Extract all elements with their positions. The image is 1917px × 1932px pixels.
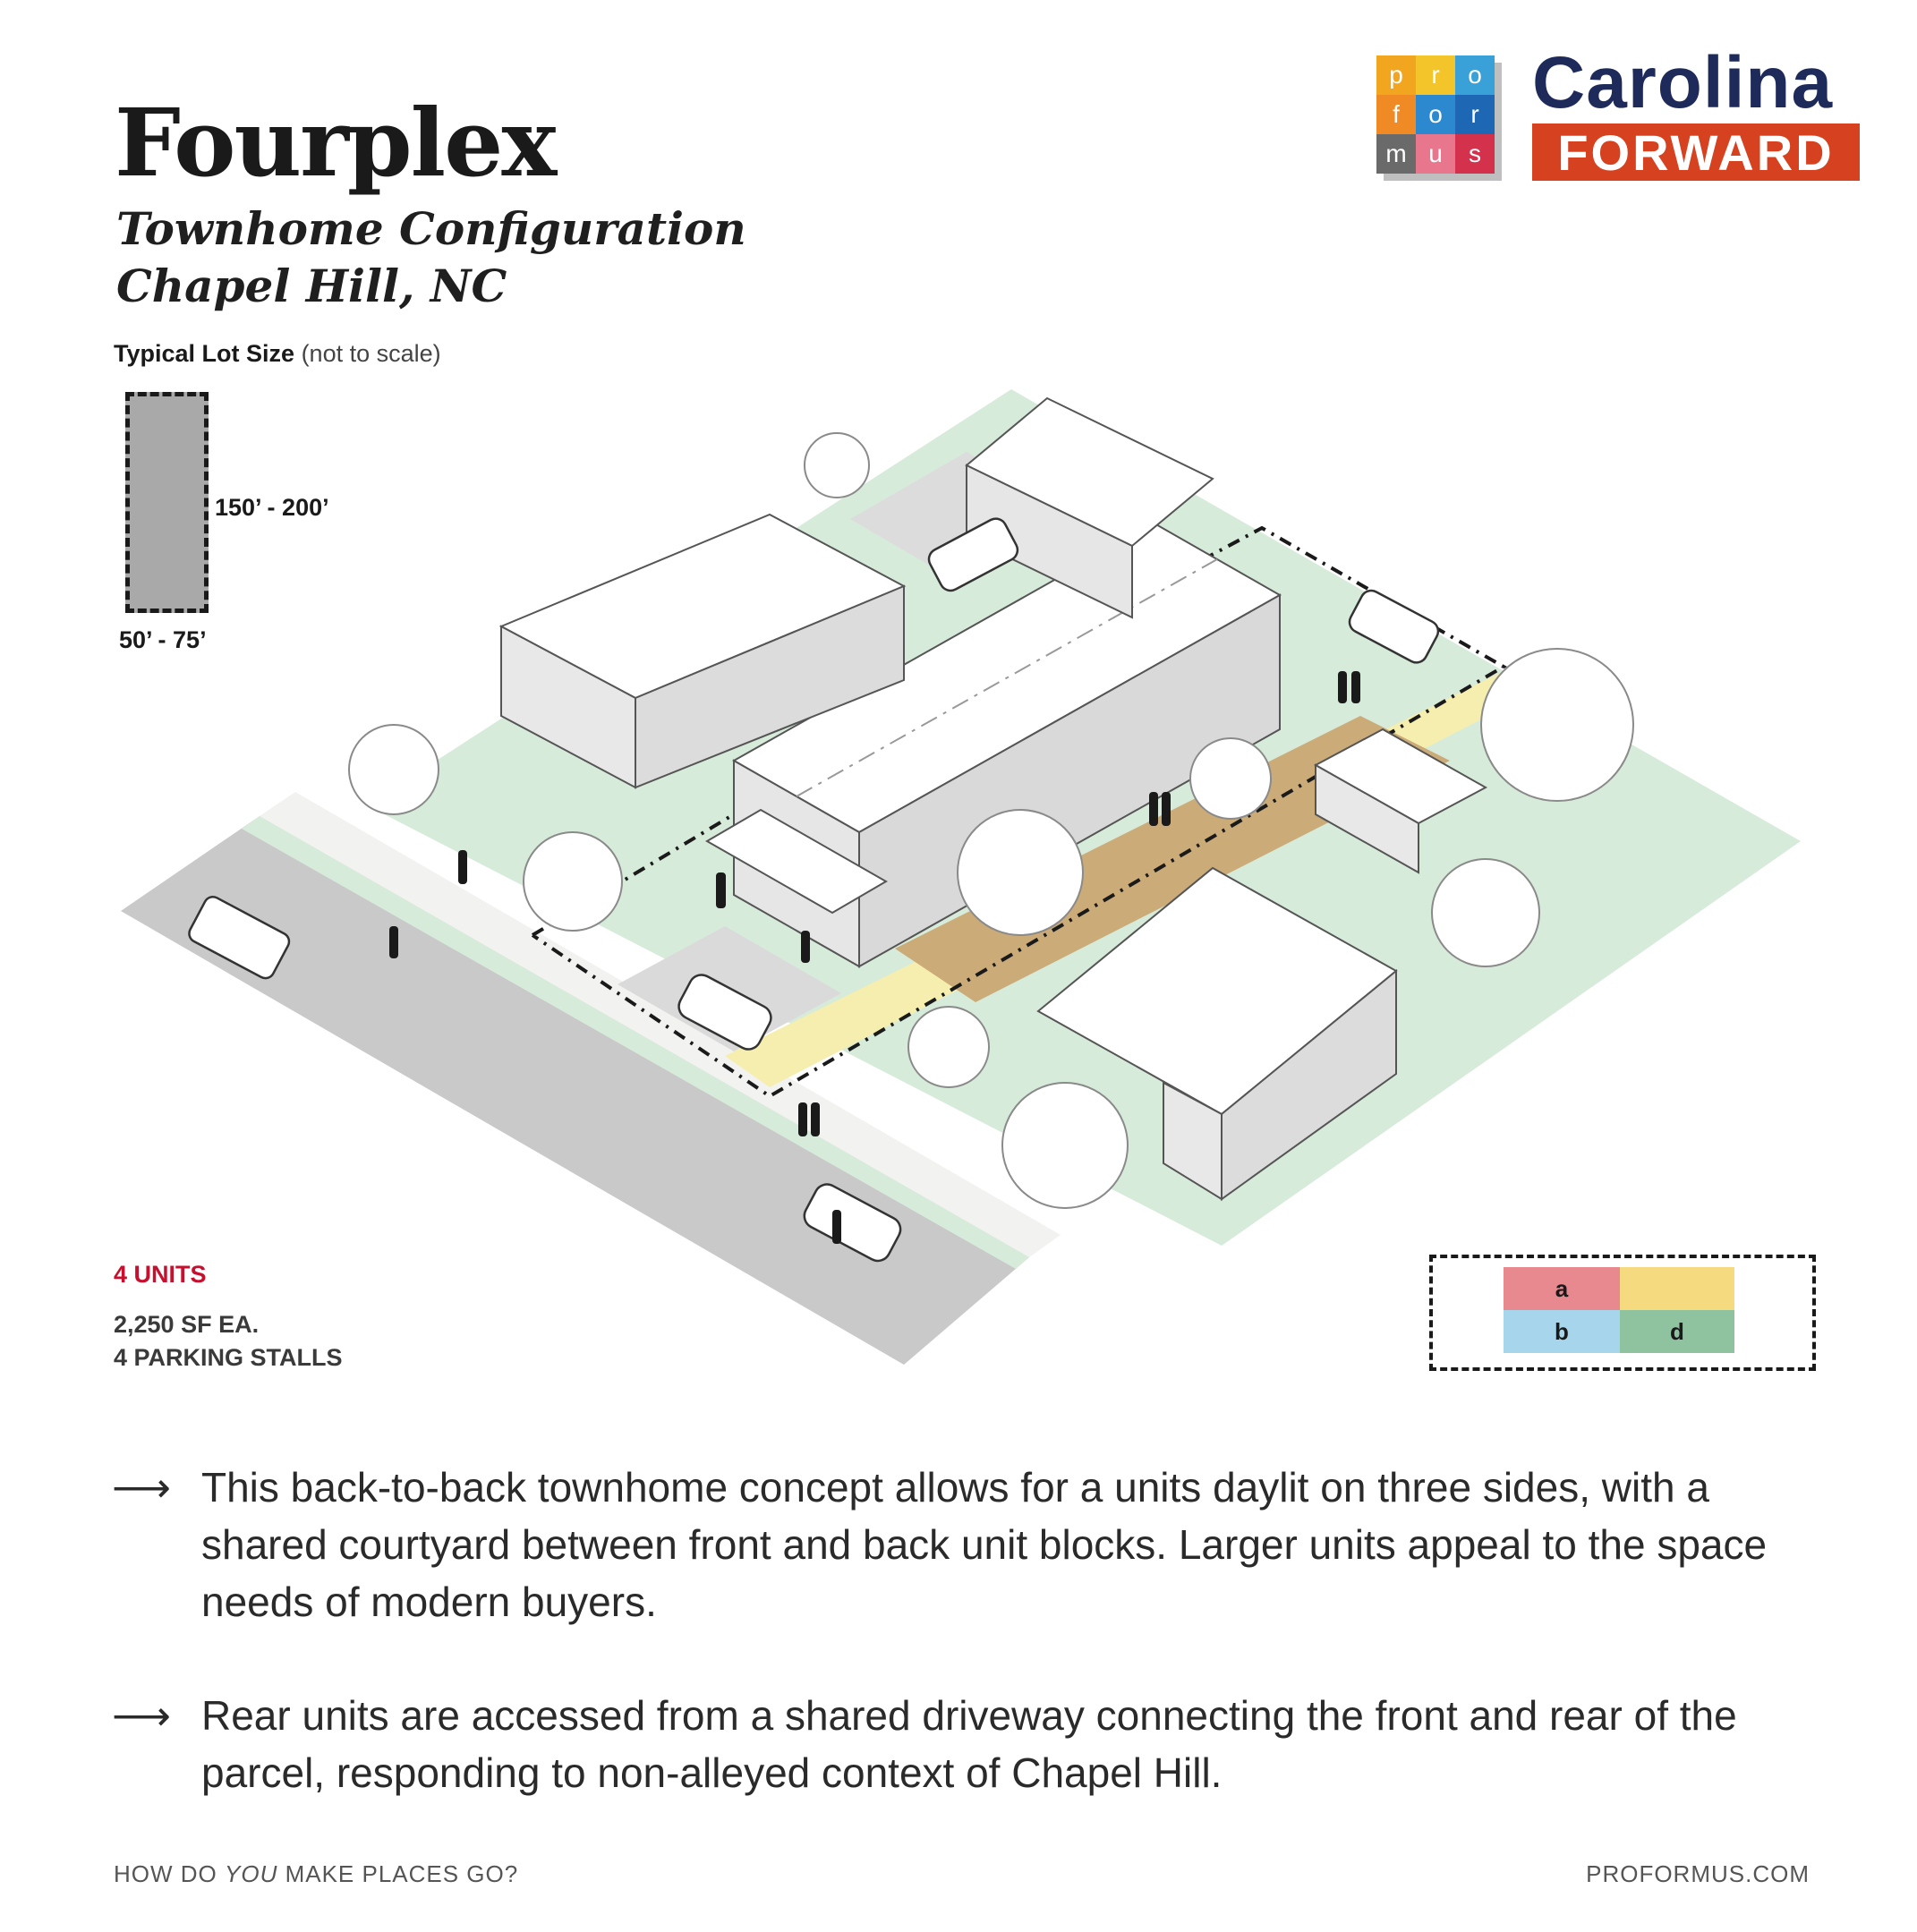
person bbox=[1149, 792, 1158, 826]
bullet-text: This back-to-back townhome concept allows for a units daylit on three sides, with a shared courtyard between front and back unit blocks. Larger units appeal to the space needs of modern buyers. bbox=[201, 1464, 1768, 1625]
person bbox=[798, 1102, 807, 1136]
logo-cell: m bbox=[1376, 134, 1416, 174]
logo-cell: o bbox=[1455, 55, 1495, 95]
bullet-text: Rear units are accessed from a shared driveway connecting the front and rear of the parcel, responding to non-alleyed context of Chapel Hill. bbox=[201, 1692, 1737, 1796]
person bbox=[832, 1210, 841, 1244]
forward-logo-text: FORWARD bbox=[1532, 123, 1860, 181]
footer-tagline-post: MAKE PLACES GO? bbox=[277, 1860, 519, 1887]
subtitle-configuration: Townhome Configuration bbox=[116, 202, 746, 255]
tree bbox=[1002, 1083, 1128, 1208]
logo-cell: o bbox=[1416, 95, 1455, 134]
unit-count: 4 UNITS bbox=[114, 1261, 207, 1288]
logo-cell: r bbox=[1455, 95, 1495, 134]
footer-tagline-emphasis: YOU bbox=[225, 1860, 278, 1887]
tree bbox=[349, 725, 439, 814]
person bbox=[1338, 671, 1347, 703]
person bbox=[716, 872, 726, 908]
person bbox=[458, 850, 467, 884]
tree bbox=[524, 832, 622, 931]
tree bbox=[1432, 859, 1539, 966]
lot-size-label-note: (not to scale) bbox=[301, 340, 441, 367]
arrow-icon: ⟶ bbox=[112, 1692, 171, 1739]
cyclist bbox=[389, 926, 398, 958]
footer-tagline-pre: HOW DO bbox=[114, 1860, 225, 1887]
person bbox=[801, 931, 810, 963]
person bbox=[811, 1102, 820, 1136]
tree bbox=[908, 1007, 989, 1087]
carolina-logo-text: Carolina bbox=[1532, 42, 1834, 123]
unit-layout-legend bbox=[1429, 1255, 1816, 1371]
subtitle-location: Chapel Hill, NC bbox=[116, 260, 507, 312]
unit-d: d bbox=[1620, 1310, 1734, 1353]
tree bbox=[1190, 738, 1271, 819]
logo-cell: p bbox=[1376, 55, 1416, 95]
tree bbox=[805, 433, 869, 498]
lot-depth-dimension: 150’ - 200’ bbox=[215, 494, 329, 521]
lot-width-dimension: 50’ - 75’ bbox=[119, 626, 207, 653]
unit-square-footage: 2,250 SF EA. bbox=[114, 1311, 260, 1338]
bullet-driveway bbox=[112, 1687, 1794, 1812]
logo-cell: u bbox=[1416, 134, 1455, 174]
page-title: Fourplex bbox=[115, 88, 556, 198]
lot-size-label-bold: Typical Lot Size bbox=[114, 340, 295, 367]
person bbox=[1162, 792, 1171, 826]
tree bbox=[958, 810, 1083, 935]
footer-website[interactable]: PROFORMUS.COM bbox=[1586, 1860, 1810, 1887]
unit-b: b bbox=[1504, 1310, 1620, 1353]
unit-a: a bbox=[1504, 1267, 1620, 1310]
logo-cell: f bbox=[1376, 95, 1416, 134]
bullet-daylight bbox=[112, 1459, 1794, 1638]
person bbox=[1351, 671, 1360, 703]
logo-cell: s bbox=[1455, 134, 1495, 174]
footer-tagline bbox=[114, 1860, 518, 1888]
arrow-icon: ⟶ bbox=[112, 1464, 171, 1511]
parking-stalls: 4 PARKING STALLS bbox=[114, 1344, 343, 1371]
unit-c bbox=[1620, 1267, 1734, 1310]
unit-stats bbox=[114, 1308, 343, 1375]
tree bbox=[1481, 649, 1633, 801]
logo-cell: r bbox=[1416, 55, 1455, 95]
